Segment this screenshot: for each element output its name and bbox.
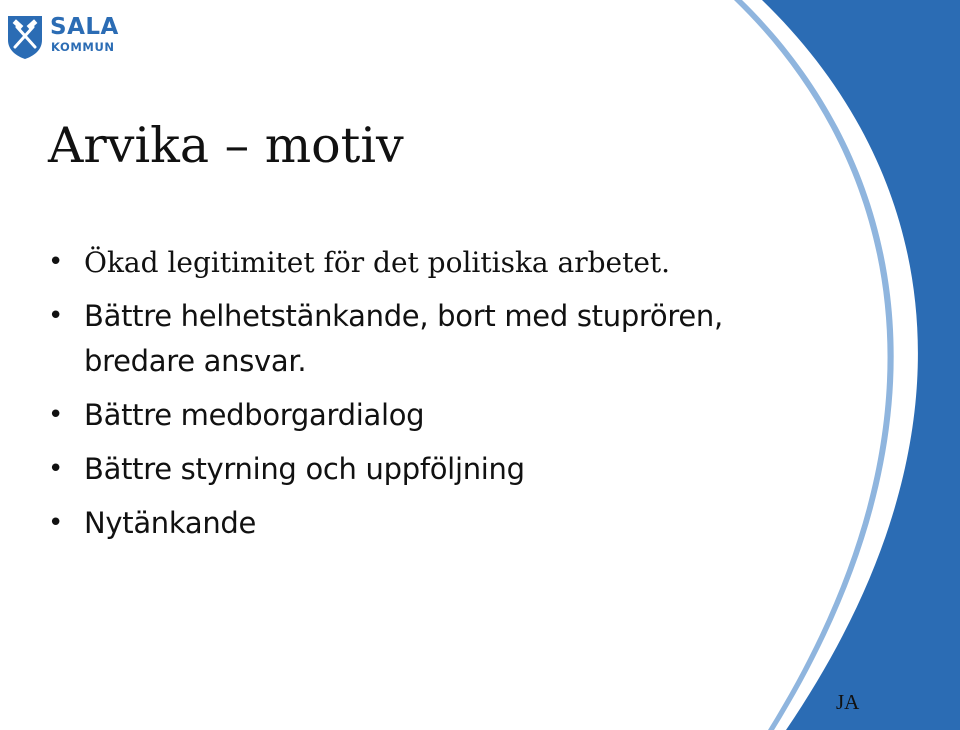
bullet-text: Bättre medborgardialog [84,398,425,432]
bullet-icon: • [48,454,64,484]
bullet-text: Ökad legitimitet för det politiska arbetet. [84,246,671,279]
list-item [48,240,828,285]
slide-title: Arvika – motiv [48,117,404,174]
bullet-text: Nytänkande [84,506,257,540]
sala-kommun-logo [6,14,126,64]
sala-shield-crossed-hammers-icon [6,14,44,60]
footer-initials: JA [836,690,860,714]
bullet-icon: • [48,301,64,331]
bullet-icon: • [48,508,64,538]
logo-subtitle: KOMMUN [51,40,115,54]
list-item [48,501,828,546]
list-item [48,294,828,384]
bullet-text: Bättre helhetstänkande, bort med stuprören, bredare ansvar. [84,299,723,378]
list-item [48,393,828,438]
bullet-text: Bättre styrning och uppföljning [84,452,525,486]
list-item [48,447,828,492]
bullet-list [48,240,828,555]
logo-name: SALA [50,14,119,40]
bullet-icon: • [48,247,64,277]
bullet-icon: • [48,400,64,430]
